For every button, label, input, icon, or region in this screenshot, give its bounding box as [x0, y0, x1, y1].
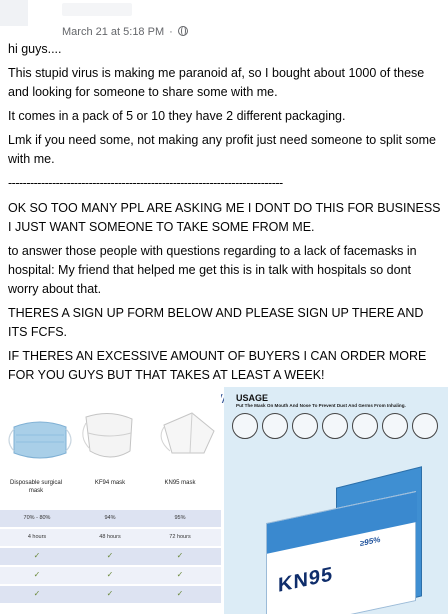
check-icon: ✓ [33, 570, 41, 579]
avatar[interactable] [0, 0, 28, 26]
kn95-usage-image[interactable] [224, 387, 448, 614]
mask-comparison-image[interactable] [0, 387, 221, 614]
mask-illustrations [0, 409, 221, 469]
post-timestamp[interactable]: March 21 at 5:18 PM [62, 26, 165, 38]
table-cell: 4 hours [27, 534, 47, 540]
meta-separator: · [169, 26, 173, 38]
post-images [0, 387, 448, 614]
usage-title: USAGE [236, 393, 269, 403]
table-row-check [0, 567, 221, 584]
column-label-surgical: Disposable surgical mask [9, 480, 63, 494]
usage-step-icon [262, 413, 288, 439]
table-cell: 95% [174, 515, 186, 521]
check-icon: ✓ [176, 570, 184, 579]
table-row-check [0, 586, 221, 603]
check-icon: ✓ [106, 551, 114, 560]
globe-icon[interactable] [178, 26, 188, 36]
post-paragraph: This stupid virus is making me paranoid af, so I bought about 1000 of these and looking for someone to share some with me. [8, 66, 425, 99]
column-label-kn95: KN95 mask [164, 480, 196, 486]
table-cell: 48 hours [99, 534, 121, 540]
check-icon: ✓ [33, 551, 41, 560]
author-name-redacted[interactable] [62, 3, 132, 16]
check-icon: ✓ [106, 570, 114, 579]
check-icon: ✓ [176, 589, 184, 598]
text-divider: --------------------------------------------------------------------------- [8, 176, 283, 190]
usage-step-icon [352, 413, 378, 439]
post-paragraph: Lmk if you need some, not making any profit just need someone to split some with me. [8, 133, 437, 166]
usage-step-icon [292, 413, 318, 439]
check-icon: ✓ [33, 589, 41, 598]
post-paragraph: OK SO TOO MANY PPL ARE ASKING ME I DONT DO THIS FOR BUSINESS I JUST WANT SOMEONE TO TAKE SOME FROM ME. [8, 201, 441, 234]
table-cell: 70% - 80% [23, 515, 51, 521]
check-icon: ✓ [106, 589, 114, 598]
usage-step-icon [412, 413, 438, 439]
post-text [8, 40, 442, 414]
post-paragraph: It comes in a pack of 5 or 10 they have 2 different packaging. [8, 109, 346, 123]
usage-step-icon [322, 413, 348, 439]
post-header [0, 0, 448, 38]
table-cell: 94% [104, 515, 116, 521]
check-icon: ✓ [176, 551, 184, 560]
post-paragraph: THERES A SIGN UP FORM BELOW AND PLEASE SIGN UP THERE AND ITS FCFS. [8, 306, 424, 339]
product-name: KN95 [278, 563, 334, 597]
filtration-label: ≥95% [360, 534, 381, 549]
table-cell: 72 hours [169, 534, 191, 540]
table-row-filtration [0, 510, 221, 527]
post-paragraph: IF THERES AN EXCESSIVE AMOUNT OF BUYERS I CAN ORDER MORE FOR YOU GUYS BUT THAT TAKES AT LEAST A WEEK! [8, 349, 427, 382]
surgical-mask-icon [9, 422, 71, 458]
post-paragraph: hi guys.... [8, 42, 62, 56]
kn95-mask-icon [161, 413, 214, 453]
usage-subtitle: Put The Mask On Mouth And Nose To Prevent Dust And Germs From Inhaling. [236, 403, 406, 408]
post-meta [62, 26, 188, 38]
table-row-duration [0, 529, 221, 546]
kf94-mask-icon [83, 413, 132, 457]
usage-step-icon [232, 413, 258, 439]
table-row-check [0, 548, 221, 565]
post-paragraph: to answer those people with questions regarding to a lack of facemasks in hospital: My friend that helped me get this is in talk with hospitals so dont worry about that. [8, 244, 417, 296]
column-label-kf94: KF94 mask [94, 480, 126, 486]
usage-step-icon [382, 413, 408, 439]
